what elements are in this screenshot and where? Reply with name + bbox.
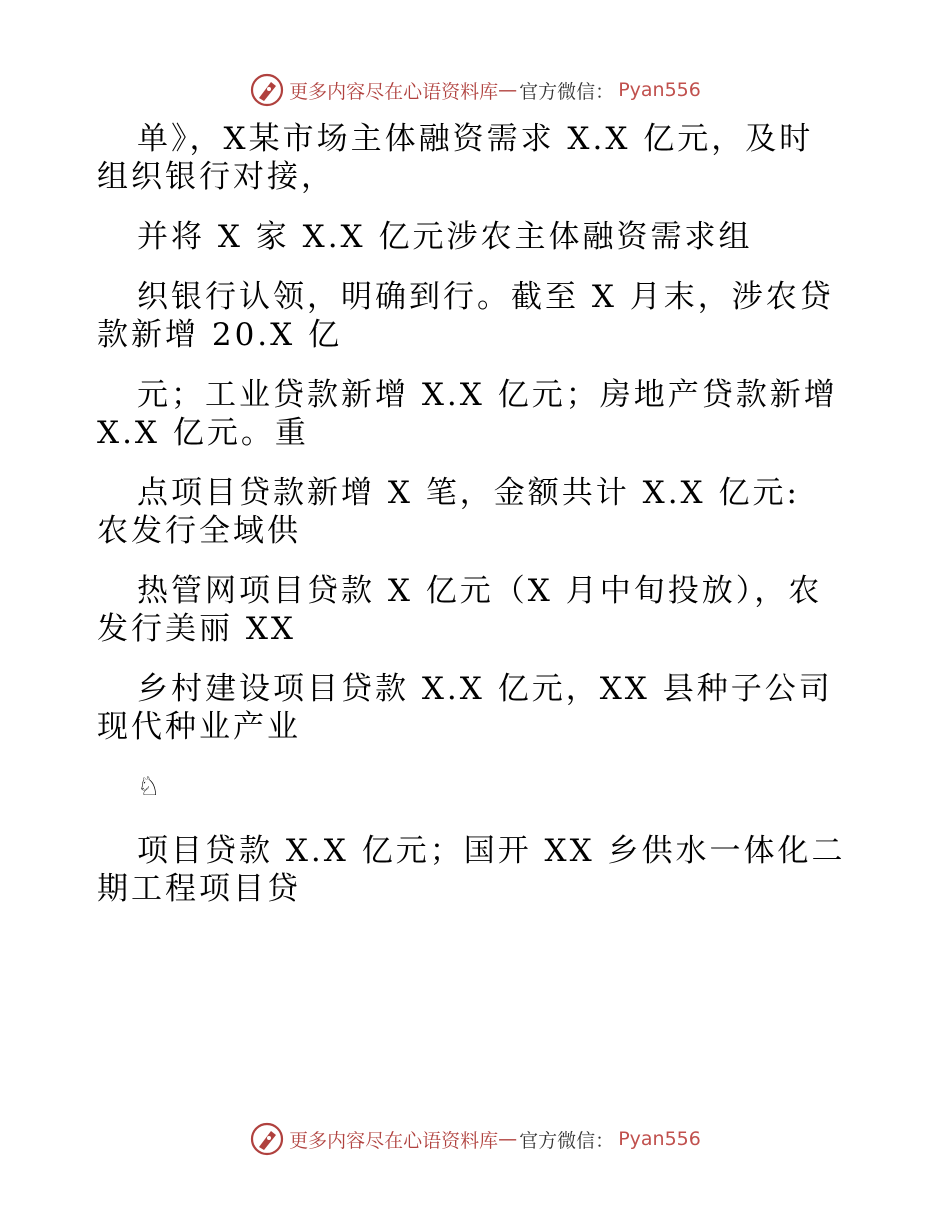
paragraph-7-line-2: 现代种业产业 xyxy=(97,709,301,745)
paragraph-6-line-1: 热管网项目贷款 X 亿元（X 月中旬投放），农 xyxy=(137,573,823,609)
paragraph-7-line-1: 乡村建设项目贷款 X.X 亿元，XX 县种子公司 xyxy=(137,671,833,707)
paragraph-3-line-2: 款新增 20.X 亿 xyxy=(97,317,343,353)
paragraph-1-line-1: 单》，X某市场主体融资需求 X.X 亿元，及时 xyxy=(137,121,814,157)
banner-dash: — xyxy=(498,79,518,101)
paragraph-9-line-2: 期工程项目贷 xyxy=(97,871,301,907)
paragraph-5-line-2: 农发行全域供 xyxy=(97,513,301,549)
footer-banner xyxy=(0,1119,950,1159)
paragraph-3-line-1: 织银行认领，明确到行。截至 X 月末，涉农贷 xyxy=(137,279,834,315)
paragraph-9-line-1: 项目贷款 X.X 亿元；国开 XX 乡供水一体化二 xyxy=(137,833,846,869)
pen-nib-logo-icon xyxy=(249,72,285,108)
banner-dash: — xyxy=(498,1128,518,1150)
banner-wechat-label: 官方微信： xyxy=(519,1129,615,1152)
banner-wechat-label: 官方微信： xyxy=(519,80,615,103)
header-banner xyxy=(0,70,950,110)
paragraph-4-line-2: X.X 亿元。重 xyxy=(97,415,309,451)
banner-text: 更多内容尽在心语资料库 xyxy=(289,80,499,103)
paragraph-5-line-1: 点项目贷款新增 X 笔，金额共计 X.X 亿元: xyxy=(137,475,800,511)
paragraph-4-line-1: 元；工业贷款新增 X.X 亿元；房地产贷款新增 xyxy=(137,377,838,413)
paragraph-1-line-2: 组织银行对接， xyxy=(97,159,335,195)
paragraph-6-line-2: 发行美丽 XX xyxy=(97,611,296,647)
banner-wechat-id: Pyan556 xyxy=(618,1128,701,1150)
knight-glyph-icon: ♘ xyxy=(137,772,161,802)
paragraph-2-line-1: 并将 X 家 X.X 亿元涉农主体融资需求组 xyxy=(137,219,753,255)
document-body xyxy=(97,120,867,908)
banner-wechat-id: Pyan556 xyxy=(618,79,701,101)
pen-nib-logo-icon xyxy=(249,1121,285,1157)
banner-text: 更多内容尽在心语资料库 xyxy=(289,1129,499,1152)
